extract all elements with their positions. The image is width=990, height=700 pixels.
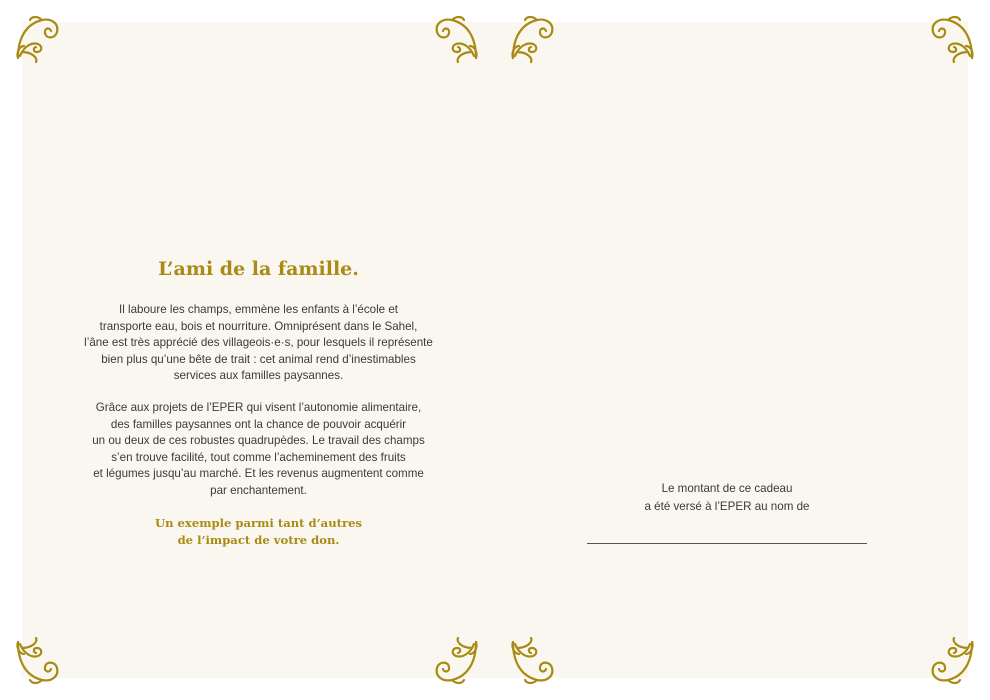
flourish-corner-icon	[507, 12, 559, 64]
text-line: Un exemple parmi tant d’autres	[154, 516, 362, 530]
text-line: Grâce aux projets de l’EPER qui visent l’autonomie alimentaire,	[95, 401, 422, 414]
flourish-corner-icon	[12, 636, 64, 688]
text-line: a été versé à l’EPER au nom de	[644, 500, 810, 513]
text-line: Le montant de ce cadeau	[661, 482, 793, 495]
text-line: bien plus qu’une bête de trait : cet animal rend d’inestimables	[101, 352, 416, 366]
intro-paragraph	[22, 302, 495, 385]
text-line: services aux familles paysannes.	[173, 369, 344, 382]
text-line: des familles paysannes ont la chance de pouvoir acquérir	[110, 417, 407, 431]
flourish-corner-icon	[430, 636, 482, 688]
gift-note	[587, 480, 867, 516]
right-page	[495, 22, 968, 678]
text-line: Il laboure les champs, emmène les enfants à l’école et	[118, 303, 399, 316]
recipient-name-line	[587, 543, 867, 544]
flourish-corner-icon	[430, 12, 482, 64]
page-title: L’ami de la famille.	[158, 258, 359, 280]
text-line: transporte eau, bois et nourriture. Omniprésent dans le Sahel,	[99, 319, 418, 333]
text-line: par enchantement.	[210, 483, 307, 497]
text-line: et légumes jusqu’au marché. Et les revenus augmentent comme	[93, 467, 424, 480]
text-line: de l’impact de votre don.	[177, 533, 340, 547]
flourish-corner-icon	[926, 636, 978, 688]
flourish-corner-icon	[12, 12, 64, 64]
closing-statement	[22, 515, 495, 549]
text-line: un ou deux de ces robustes quadrupèdes. Le travail des champs	[92, 434, 425, 447]
project-paragraph	[22, 400, 495, 499]
text-line: s’en trouve facilité, tout comme l’acheminement des fruits	[111, 450, 406, 464]
flourish-corner-icon	[507, 636, 559, 688]
text-line: l’âne est très apprécié des villageois·e·s, pour lesquels il représente	[84, 336, 433, 349]
flourish-corner-icon	[926, 12, 978, 64]
